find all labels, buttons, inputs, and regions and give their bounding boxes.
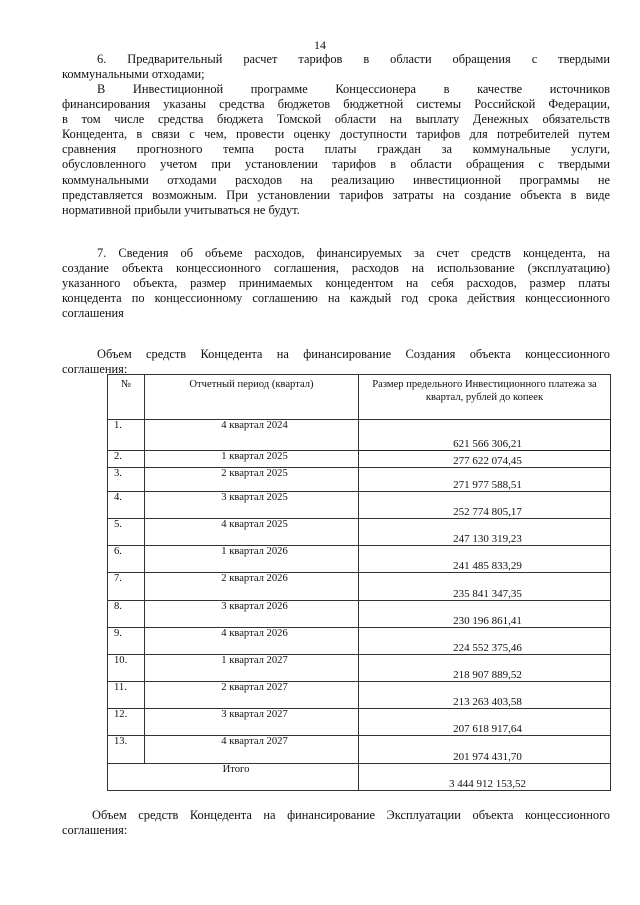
- caption-line: Объем средств Концедента на финансирование Создания объекта концессионного: [97, 347, 610, 361]
- header-period: Отчетный период (квартал): [145, 375, 359, 420]
- row-amount: 241 485 833,29: [359, 546, 611, 573]
- row-period: 1 квартал 2027: [145, 654, 359, 681]
- table-row: [108, 654, 611, 681]
- row-period: 3 квартал 2026: [145, 600, 359, 627]
- body-line: в том числе средства бюджета Томской области на выплату Денежных обязательств: [62, 112, 610, 127]
- row-amount: 224 552 375,46: [359, 627, 611, 654]
- table-row: [108, 491, 611, 518]
- row-period: 2 квартал 2027: [145, 682, 359, 709]
- row-num: 11.: [108, 682, 145, 709]
- table-row: [108, 709, 611, 736]
- row-num: 1.: [108, 420, 145, 450]
- row-num: 4.: [108, 491, 145, 518]
- header-amount: Размер предельного Инвестиционного платежа за квартал, рублей до копеек: [359, 375, 611, 420]
- row-num: 7.: [108, 573, 145, 600]
- body-line: сравнения прогнозного темпа роста платы граждан за коммунальные услуги,: [62, 142, 610, 157]
- row-amount: 218 907 889,52: [359, 654, 611, 681]
- table-row: [108, 467, 611, 491]
- header-num: №: [108, 375, 145, 420]
- row-num: 3.: [108, 467, 145, 491]
- table-total-row: [108, 763, 611, 790]
- item-6-body-paragraph: [62, 82, 610, 218]
- row-period: 4 квартал 2027: [145, 736, 359, 763]
- row-amount: 271 977 588,51: [359, 467, 611, 491]
- row-amount: 201 974 431,70: [359, 736, 611, 763]
- row-period: 4 квартал 2024: [145, 420, 359, 450]
- item-6-line: 6. Предварительный расчет тарифов в области обращения с твердыми: [97, 52, 610, 66]
- item-7-line: указанного объекта, размер принимаемых концедентом на себя расходов, размер платы: [62, 276, 610, 291]
- table-header-row: [108, 375, 611, 420]
- row-num: 12.: [108, 709, 145, 736]
- item-7-line: концедента по концессионному соглашению на каждый год срока действия концессионного: [62, 291, 610, 306]
- item-6-line: коммунальными отходами;: [62, 67, 205, 82]
- body-line: Концедента, в связи с чем, провести оценку доступности тарифов для потребителей путем: [62, 127, 610, 142]
- total-amount: 3 444 912 153,52: [359, 763, 611, 790]
- row-num: 8.: [108, 600, 145, 627]
- body-line: представляется возможным. При установлении тарифов затраты на создание объекта в виде: [62, 187, 610, 202]
- body-line: В Инвестиционной программе Концессионера в качестве источников: [97, 82, 610, 96]
- body-line: коммунальными отходами расходов на реализацию инвестиционной программы не: [62, 172, 610, 187]
- operation-caption: [62, 808, 610, 838]
- item-7-paragraph: [62, 246, 610, 321]
- row-num: 2.: [108, 450, 145, 467]
- body-line: нормативной прибыли учитываться не будут.: [62, 202, 300, 217]
- row-num: 13.: [108, 736, 145, 763]
- table-row: [108, 546, 611, 573]
- total-label: Итого: [108, 763, 359, 790]
- row-num: 9.: [108, 627, 145, 654]
- caption-line: соглашения:: [62, 362, 128, 377]
- row-amount: 252 774 805,17: [359, 491, 611, 518]
- item-7-line: создание объекта концессионного соглашения, расходов на использование (эксплуатацию): [62, 261, 610, 276]
- body-line: финансирования указаны средства бюджетов бюджетной системы Российской Федерации,: [62, 97, 610, 112]
- table-row: [108, 573, 611, 600]
- row-period: 1 квартал 2025: [145, 450, 359, 467]
- row-period: 4 квартал 2025: [145, 518, 359, 545]
- caption-line: соглашения:: [62, 823, 128, 838]
- row-period: 2 квартал 2025: [145, 467, 359, 491]
- row-period: 2 квартал 2026: [145, 573, 359, 600]
- item-7-line: соглашения: [62, 306, 124, 321]
- row-amount: 207 618 917,64: [359, 709, 611, 736]
- row-amount: 621 566 306,21: [359, 420, 611, 450]
- item-7-line: 7. Сведения об объеме расходов, финансируемых за счет средств концедента, на: [97, 246, 610, 260]
- table-row: [108, 627, 611, 654]
- row-amount: 247 130 319,23: [359, 518, 611, 545]
- row-amount: 230 196 861,41: [359, 600, 611, 627]
- row-num: 6.: [108, 546, 145, 573]
- table-row: [108, 450, 611, 467]
- row-period: 3 квартал 2027: [145, 709, 359, 736]
- table-row: [108, 518, 611, 545]
- body-line: обусловленного учетом при установлении тарифов в области обращения с твердыми: [62, 157, 610, 172]
- row-num: 10.: [108, 654, 145, 681]
- row-period: 3 квартал 2025: [145, 491, 359, 518]
- item-6-paragraph: [62, 52, 610, 82]
- row-amount: 277 622 074,45: [359, 450, 611, 467]
- table-row: [108, 682, 611, 709]
- investment-payments-table: [107, 374, 611, 791]
- row-num: 5.: [108, 518, 145, 545]
- row-period: 1 квартал 2026: [145, 546, 359, 573]
- table-row: [108, 420, 611, 450]
- row-amount: 235 841 347,35: [359, 573, 611, 600]
- page-number: 14: [314, 38, 326, 52]
- investment-payments-table-container: [107, 374, 610, 791]
- table-row: [108, 736, 611, 763]
- caption-line: Объем средств Концедента на финансирование Эксплуатации объекта концессионного: [92, 808, 610, 822]
- row-period: 4 квартал 2026: [145, 627, 359, 654]
- row-amount: 213 263 403,58: [359, 682, 611, 709]
- table-row: [108, 600, 611, 627]
- creation-caption: [62, 347, 610, 377]
